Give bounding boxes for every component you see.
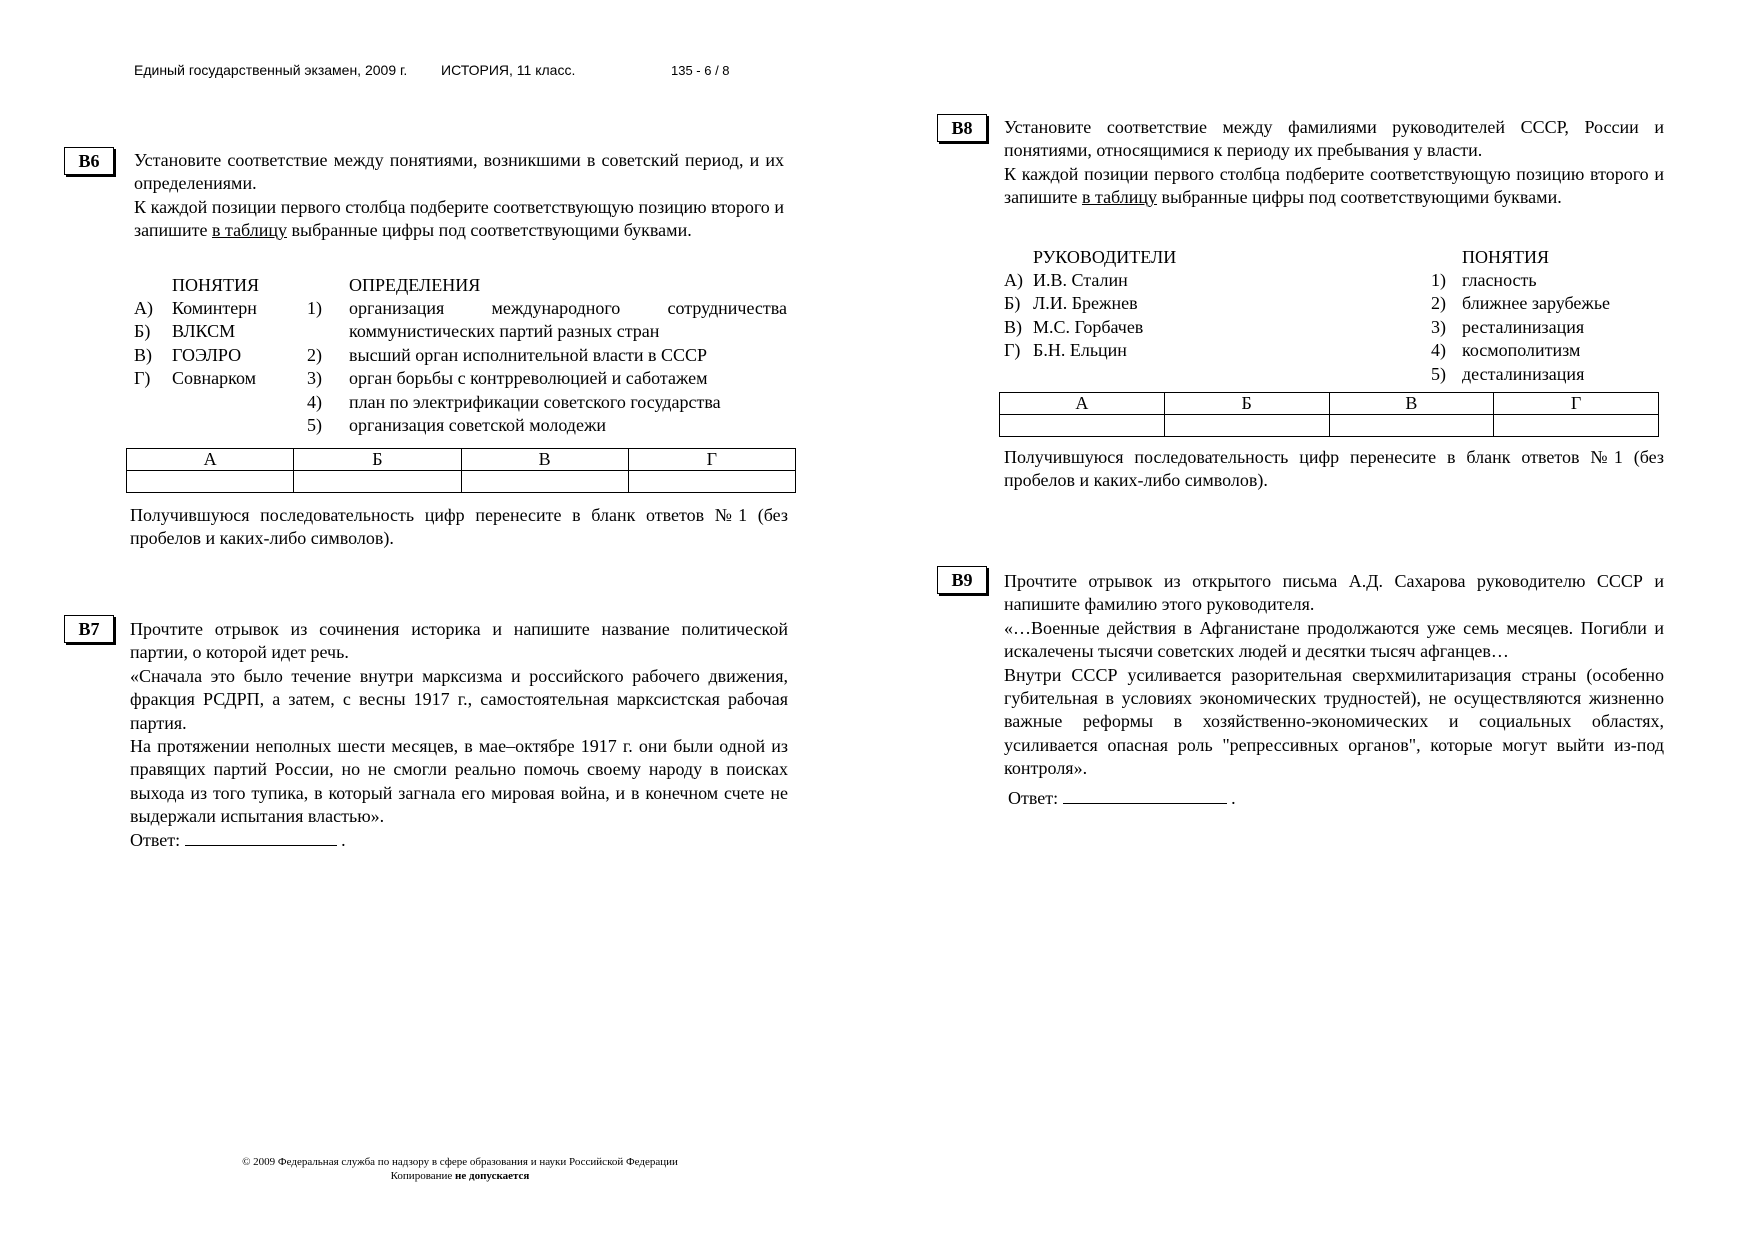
b6-transfer: Получившуюся последовательность цифр перенесите в бланк ответов №1 (без пробелов и каких-либо символов). (130, 505, 788, 549)
footer (150, 1156, 770, 1182)
question-label-b6: B6 (64, 147, 114, 175)
b8-instr-post: выбранные цифры под соответствующими буквами. (1161, 187, 1562, 208)
b9-answer (1004, 787, 1664, 810)
b8-answer-cell-b[interactable] (1164, 415, 1329, 437)
list-item: 5) организация советской молодежи (307, 415, 607, 436)
b7-intro: Прочтите отрывок из сочинения историка и напишите название политической партии, о которой идет речь. (130, 619, 788, 663)
b7-answer-field[interactable] (185, 829, 337, 846)
b9-quote-1: «…Военные действия в Афганистане продолжаются уже семь месяцев. Погибли и искалечены тысячи советских людей и десятки тысяч афганцев… (1004, 617, 1664, 662)
question-label-b9: B9 (937, 566, 987, 594)
b6-answer-cell-b[interactable] (294, 471, 461, 493)
b8-intro: Установите соответствие между фамилиями руководителей СССР, России и понятиями, относящимися к периоду их пребывания у власти. (1004, 117, 1664, 161)
b8-answer-cell-a[interactable] (1000, 415, 1165, 437)
b6-instr-pre: К каждой позиции первого столбца подберите соответствующую позицию второго и запишите (134, 196, 784, 241)
list-item: 3) орган борьбы с контрреволюцией и саботажем (307, 368, 708, 389)
b8-left-list (1004, 269, 1143, 363)
question-label-b7: B7 (64, 615, 114, 643)
b7-answer-end: . (341, 829, 346, 850)
b6-right-list (307, 297, 787, 437)
b6-answer-cell-v[interactable] (461, 471, 628, 493)
b6-text (134, 149, 784, 243)
b8-instr-link: в таблицу (1081, 187, 1158, 208)
list-item: 2) ближнее зарубежье (1431, 293, 1611, 314)
b8-table-header: А (1000, 393, 1165, 415)
b8-transfer: Получившуюся последовательность цифр перенесите в бланк ответов №1 (без пробелов и каких-либо символов). (1004, 447, 1664, 491)
b7-answer-label: Ответ: (130, 829, 181, 850)
b6-table-header: А (127, 449, 294, 471)
b6-answer-cell-a[interactable] (127, 471, 294, 493)
b8-answer-cell-v[interactable] (1329, 415, 1494, 437)
b8-table-header: Б (1164, 393, 1329, 415)
b8-right-list (1431, 269, 1610, 386)
list-item: В) М.С. Горбачев (1004, 316, 1144, 337)
question-label-b8: B8 (937, 114, 987, 142)
list-item: 5) десталинизация (1431, 363, 1585, 384)
b6-col1-header: ПОНЯТИЯ (172, 275, 260, 295)
b6-left-list (134, 297, 257, 391)
b8-answer-table (999, 392, 1659, 437)
b6-table-header: Г (628, 449, 795, 471)
b8-instruction (1004, 163, 1664, 210)
list-item: 3) ресталинизация (1431, 316, 1585, 337)
b7-answer (130, 829, 788, 852)
b8-col2-header: ПОНЯТИЯ (1462, 247, 1550, 267)
footer-copyright: © 2009 Федеральная служба по надзору в сфере образования и науки Российской Федерации (242, 1156, 678, 1168)
b6-col2-header: ОПРЕДЕЛЕНИЯ (349, 275, 481, 295)
list-item: Г) Совнарком (134, 368, 257, 389)
b7-text (130, 618, 788, 852)
header-page: 135 - 6 / 8 (671, 63, 730, 78)
b6-instr-link: в таблицу (211, 220, 288, 241)
b9-answer-label: Ответ: (1008, 787, 1059, 808)
b6-answer-cell-g[interactable] (628, 471, 795, 493)
header-exam: Единый государственный экзамен, 2009 г. (134, 62, 408, 78)
b9-text (1004, 570, 1664, 810)
footer-copy-notice: Копирование не допускается (390, 1170, 530, 1182)
list-item: Б) ВЛКСМ (134, 321, 236, 342)
b7-quote-2: На протяжении неполных шести месяцев, в мае–октябре 1917 г. они были одной из правящих партий России, но не смогли реально помочь своему народу в поисках выхода из того тупика, в который загнала его мировая война, и в конечном счете не выдержали испытания властью». (130, 736, 788, 827)
b9-intro: Прочтите отрывок из открытого письма А.Д. Сахарова руководителю СССР и напишите фамилию этого руководителя. (1004, 571, 1664, 615)
b8-table-header: Г (1494, 393, 1659, 415)
list-item: 1) организация международного сотрудничества коммунистических партий разных стран (307, 298, 787, 342)
list-item: Г) Б.Н. Ельцин (1004, 340, 1127, 361)
list-item: А) Коминтерн (134, 298, 257, 318)
b7-quote-1: «Сначала это было течение внутри марксизма и российского рабочего движения, фракция РСДРП, а затем, с весны 1917 г., самостоятельная марксистская рабочая партия. (130, 665, 788, 733)
b8-col1-header: РУКОВОДИТЕЛИ (1033, 247, 1177, 267)
b6-instruction (134, 196, 784, 243)
b6-table-header: В (461, 449, 628, 471)
b8-text (1004, 116, 1664, 210)
b9-quote-2: Внутри СССР усиливается разорительная сверхмилитаризация страны (особенно губительная в условиях экономических трудностей), не осуществляются жизненно важные реформы в хозяйственно-экономических и социальных областях, усиливается опасная роль "репрессивных органов", которые могут выйти из-под контроля». (1004, 664, 1664, 779)
b8-answer-cell-g[interactable] (1494, 415, 1659, 437)
b8-instr-pre: К каждой позиции первого столбца подберите соответствующую позицию второго и запишите (1004, 163, 1664, 208)
header-subject: ИСТОРИЯ, 11 класс. (441, 62, 576, 78)
list-item: 4) план по электрификации советского государства (307, 391, 721, 412)
b6-table-header: Б (294, 449, 461, 471)
b8-table-header: В (1329, 393, 1494, 415)
list-item: В) ГОЭЛРО (134, 344, 242, 365)
list-item: 2) высший орган исполнительной власти в СССР (307, 344, 708, 365)
list-item: Б) Л.И. Брежнев (1004, 293, 1138, 314)
b9-answer-field[interactable] (1063, 787, 1227, 804)
list-item: А) И.В. Сталин (1004, 270, 1128, 290)
b6-instr-post: выбранные цифры под соответствующими буквами. (291, 220, 692, 241)
b6-answer-table (126, 448, 796, 493)
list-item: 1) гласность (1431, 270, 1537, 290)
list-item: 4) космополитизм (1431, 340, 1581, 361)
b6-intro: Установите соответствие между понятиями, возникшими в советский период, и их определениями. (134, 150, 784, 194)
b9-answer-end: . (1231, 787, 1236, 808)
